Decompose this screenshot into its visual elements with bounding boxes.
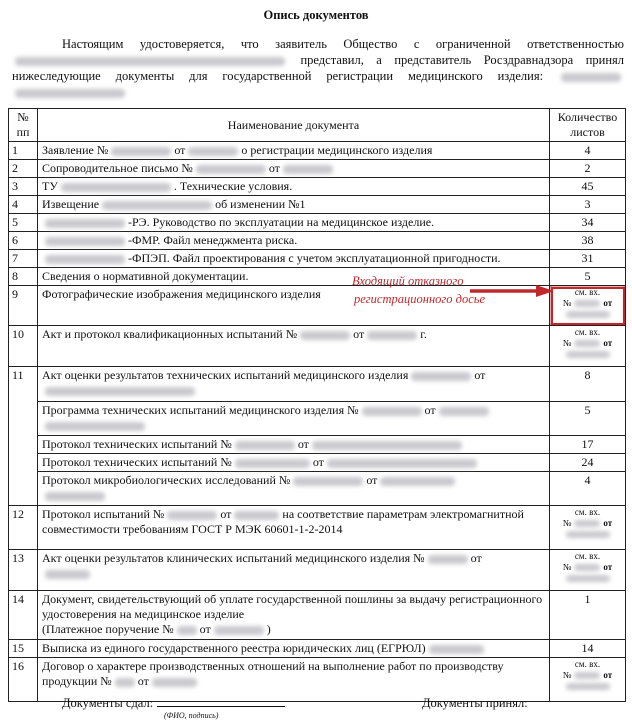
- redacted-text: [152, 678, 197, 687]
- table-row: 9 Фотографические изображения медицинского изделия см. вх. № от: [9, 286, 626, 326]
- redacted-text: [566, 683, 610, 690]
- redacted-text: [45, 570, 90, 579]
- redacted-text: [283, 165, 333, 174]
- redacted-text: [45, 387, 195, 396]
- incoming-ref: см. вх. № от: [550, 326, 626, 367]
- redacted-text: [45, 422, 145, 431]
- redacted-text: [15, 89, 125, 98]
- table-row: 3 ТУ . Технические условия. 45: [9, 178, 626, 196]
- table-row: Программа технических испытаний медицинского изделия № от 5: [9, 402, 626, 436]
- table-row: Протокол микробиологических исследований № от 4: [9, 472, 626, 506]
- table-row: Протокол технических испытаний № от 24: [9, 454, 626, 472]
- redacted-text: [566, 311, 610, 318]
- table-row: 7 -ФПЭП. Файл проектирования с учетом эксплуатационной пригодности. 31: [9, 250, 626, 268]
- redacted-text: [15, 57, 285, 66]
- table-row: 4 Извещение об изменении №1 3: [9, 196, 626, 214]
- signature-line: [157, 706, 285, 707]
- handed-over-signature: Документы сдал:: [62, 696, 285, 711]
- redacted-text: [439, 407, 489, 416]
- redacted-text: [177, 626, 197, 635]
- table-row: 1 Заявление № от о регистрации медицинского изделия 4: [9, 142, 626, 160]
- redacted-text: [234, 511, 279, 520]
- annotation-note: Входящий отказного регистрационного досье: [352, 274, 486, 306]
- table-row: 13 Акт оценки результатов клинических испытаний медицинского изделия № от см. вх. № от: [9, 550, 626, 591]
- redacted-text: [188, 147, 238, 156]
- redacted-text: [428, 555, 468, 564]
- redacted-text: [293, 477, 363, 486]
- redacted-text: [45, 255, 125, 264]
- redacted-text: [574, 520, 600, 527]
- redacted-text: [235, 441, 295, 450]
- redacted-text: [327, 459, 477, 468]
- table-row: 14 Документ, свидетельствующий об уплате государственной пошлины за выдачу регистрационного удостоверения на медицинское изделие (Платежное поручение № от ) 1: [9, 591, 626, 640]
- table-row: 16 Договор о характере производственных отношений на выполнение работ по производству продукции № от см. вх. № от: [9, 658, 626, 702]
- accepted-signature: Документы принял:: [422, 696, 528, 710]
- redacted-text: [196, 165, 266, 174]
- redacted-text: [61, 183, 171, 192]
- redacted-text: [411, 372, 471, 381]
- redacted-text: [214, 626, 264, 635]
- table-row: 8 Сведения о нормативной документации. 5: [9, 268, 626, 286]
- document-title: Опись документов: [263, 8, 369, 22]
- arrow-right-icon: [470, 284, 554, 298]
- redacted-text: [574, 340, 600, 347]
- redacted-text: [566, 531, 610, 538]
- table-row: 6 -ФМР. Файл менеджмента риска. 38: [9, 232, 626, 250]
- redacted-text: [45, 237, 125, 246]
- signature-caption: (ФИО, подпись): [164, 711, 219, 720]
- redacted-text: [235, 459, 310, 468]
- redacted-text: [45, 492, 105, 501]
- incoming-ref: см. вх. № от: [550, 550, 626, 591]
- table-row: Протокол технических испытаний № от 17: [9, 436, 626, 454]
- redacted-text: [362, 407, 422, 416]
- incoming-ref: см. вх. № от: [550, 506, 626, 550]
- table-row: 2 Сопроводительное письмо № от 2: [9, 160, 626, 178]
- redacted-text: [300, 331, 350, 340]
- redacted-text: [561, 73, 621, 82]
- table-row: 10 Акт и протокол квалификационных испытаний № от г. см. вх. № от: [9, 326, 626, 367]
- redacted-text: [102, 201, 212, 210]
- redacted-text: [574, 564, 600, 571]
- documents-table: [8, 108, 626, 702]
- redacted-text: [167, 511, 217, 520]
- redacted-text: [111, 147, 171, 156]
- redacted-text: [574, 672, 600, 679]
- table-row: 5 -РЭ. Руководство по эксплуатации на медицинское изделие. 34: [9, 214, 626, 232]
- redacted-text: [312, 441, 462, 450]
- redacted-text: [566, 575, 610, 582]
- intro-paragraph: Настоящим удостоверяется, что заявитель Общество с ограниченной ответственностью представил, а представитель Росздравнадзора принял нижеследующие документы для государственной регистрации медицинского изделия:: [12, 36, 624, 100]
- table-row: 11 Акт оценки результатов технических испытаний медицинского изделия от 8: [9, 367, 626, 402]
- redacted-text: [566, 351, 610, 358]
- table-row: 15 Выписка из единого государственного реестра юридических лиц (ЕГРЮЛ) 14: [9, 640, 626, 658]
- redacted-text: [574, 300, 600, 307]
- redacted-text: [429, 645, 484, 654]
- redacted-text: [115, 678, 135, 687]
- incoming-ref-highlighted: см. вх. № от: [550, 286, 626, 326]
- redacted-text: [45, 219, 125, 228]
- redacted-text: [367, 331, 417, 340]
- redacted-text: [380, 477, 455, 486]
- table-row: 12 Протокол испытаний № от на соответствие параметрам электромагнитной совместимости требованиям ГОСТ Р МЭК 60601-1-2-2014 см. вх. № от: [9, 506, 626, 550]
- table-header: № пп Наименование документа Количество листов: [9, 109, 626, 142]
- incoming-ref: см. вх. № от: [550, 658, 626, 702]
